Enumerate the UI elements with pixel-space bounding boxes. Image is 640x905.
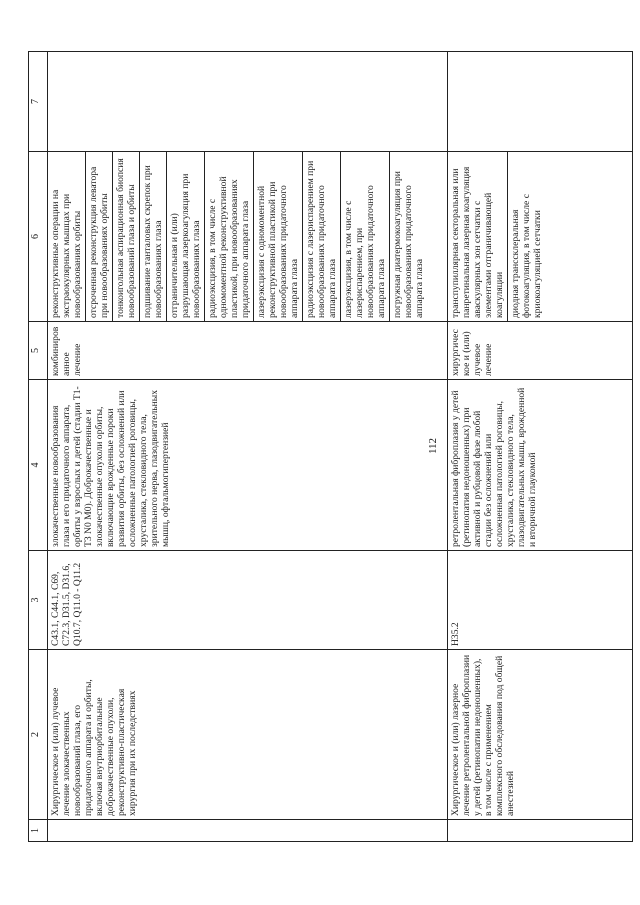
care-type-name: Хирургическое и (или) лучевое лечение злокачественных новообразований глаза, его придаточного аппарата и орбиты, включая внутриорбитальные доброкачественные опухоли, реконструктивно-пластическая хирургия при их последствиях	[48, 650, 448, 820]
method-item: погружная диатермокоагуляция при новообразованиях придаточного аппарата глаза	[392, 171, 425, 318]
method-item: лазерэксцизия с одномоментной реконструктивной пластикой при новообразованиях придаточного аппарата глаза	[254, 152, 303, 321]
method-item: радиоэксцизия с лазериспарением при новообразованиях придаточного аппарата глаза	[303, 152, 341, 321]
icd-codes: C43.1, C44.1, C69, C72.3, D31.5, D31.6, Q10.7, Q11.0 - Q11.2	[48, 551, 448, 650]
empty-cell	[448, 52, 633, 152]
row-number	[448, 820, 633, 842]
table-row	[448, 52, 633, 842]
method-item: подшивание танталовых скрепок при новообразованиях глаза	[140, 152, 167, 321]
column-header: 1	[29, 820, 48, 842]
patient-model: ретролентальная фиброплазия у детей (ретинопатия недоношенных) при активной и рубцовой фазе любой стадии без осложнений или осложненная патологией роговицы, хрусталика, стекловидного тела, глазодвигательных мышц, врожденной и вторичной глаукомой	[448, 380, 633, 551]
treatment-type: комбинированное лечение	[48, 322, 448, 380]
method-item: транспупиллярная секторальная или панретинальная лазерная коагуляция аваскулярных зон сетчатки с элементами отграничивающей коагуляции	[448, 152, 508, 321]
row-number	[48, 820, 448, 842]
column-header: 5	[29, 322, 48, 380]
care-type-name: Хирургическое и (или) лазерное лечение ретролентальной фиброплазии у детей (ретинопатии недоношенных), в том числе с применением комплексного обследования под общей анестезией	[448, 650, 633, 820]
patient-model: злокачественные новообразования глаза и его придаточного аппарата, орбиты у взрослых и детей (стадии T1-T3 N0 M0). Доброкачественные и злокачественные опухоли орбиты, включающие врожденные пороки развития орбиты, без осложнений или осложненные патологией роговицы, хрусталика, стекловидного тела, зрительного нерва, глазодвигательных мышц, офтальмогипертензией	[48, 380, 448, 551]
method-item: лазерэксцизия, в том числе с лазериспарением, при новообразованиях придаточного аппарата глаза	[341, 152, 390, 321]
method-item: отсроченная реконструкция леватора при новообразованиях орбиты	[86, 152, 113, 321]
method-item: тонкоигольная аспирационная биопсия новообразований глаза и орбиты	[113, 152, 140, 321]
method-item: радиоэксцизия, в том числе с одномоментной реконструктивной пластикой, при новообразованиях придаточного аппарата глаза	[205, 152, 254, 321]
column-header: 4	[29, 380, 48, 551]
header-row	[29, 52, 48, 842]
empty-cell	[48, 52, 448, 152]
rotated-page	[28, 52, 638, 842]
method-item: отграничительная и (или) разрушающая лазеркоагуляция при новообразованиях глаза	[167, 152, 205, 321]
table-row	[48, 52, 448, 842]
method-item: реконструктивные операции на экстраокулярных мышцах при новообразованиях орбиты	[48, 152, 86, 321]
column-header: 3	[29, 551, 48, 650]
icd-codes: H35.2	[448, 551, 633, 650]
column-header: 7	[29, 52, 48, 152]
treatment-table	[28, 51, 633, 842]
method-item: диодная транссклеральная фотокоагуляция, в том числе с криокоагуляцией сетчатки	[510, 194, 543, 318]
column-header: 2	[29, 650, 48, 820]
column-header: 6	[29, 152, 48, 322]
treatment-type: хирургическое и (или) лучевое лечение	[448, 322, 633, 380]
treatment-methods	[48, 152, 448, 322]
treatment-methods	[448, 152, 633, 322]
page-number: 112	[427, 437, 439, 455]
